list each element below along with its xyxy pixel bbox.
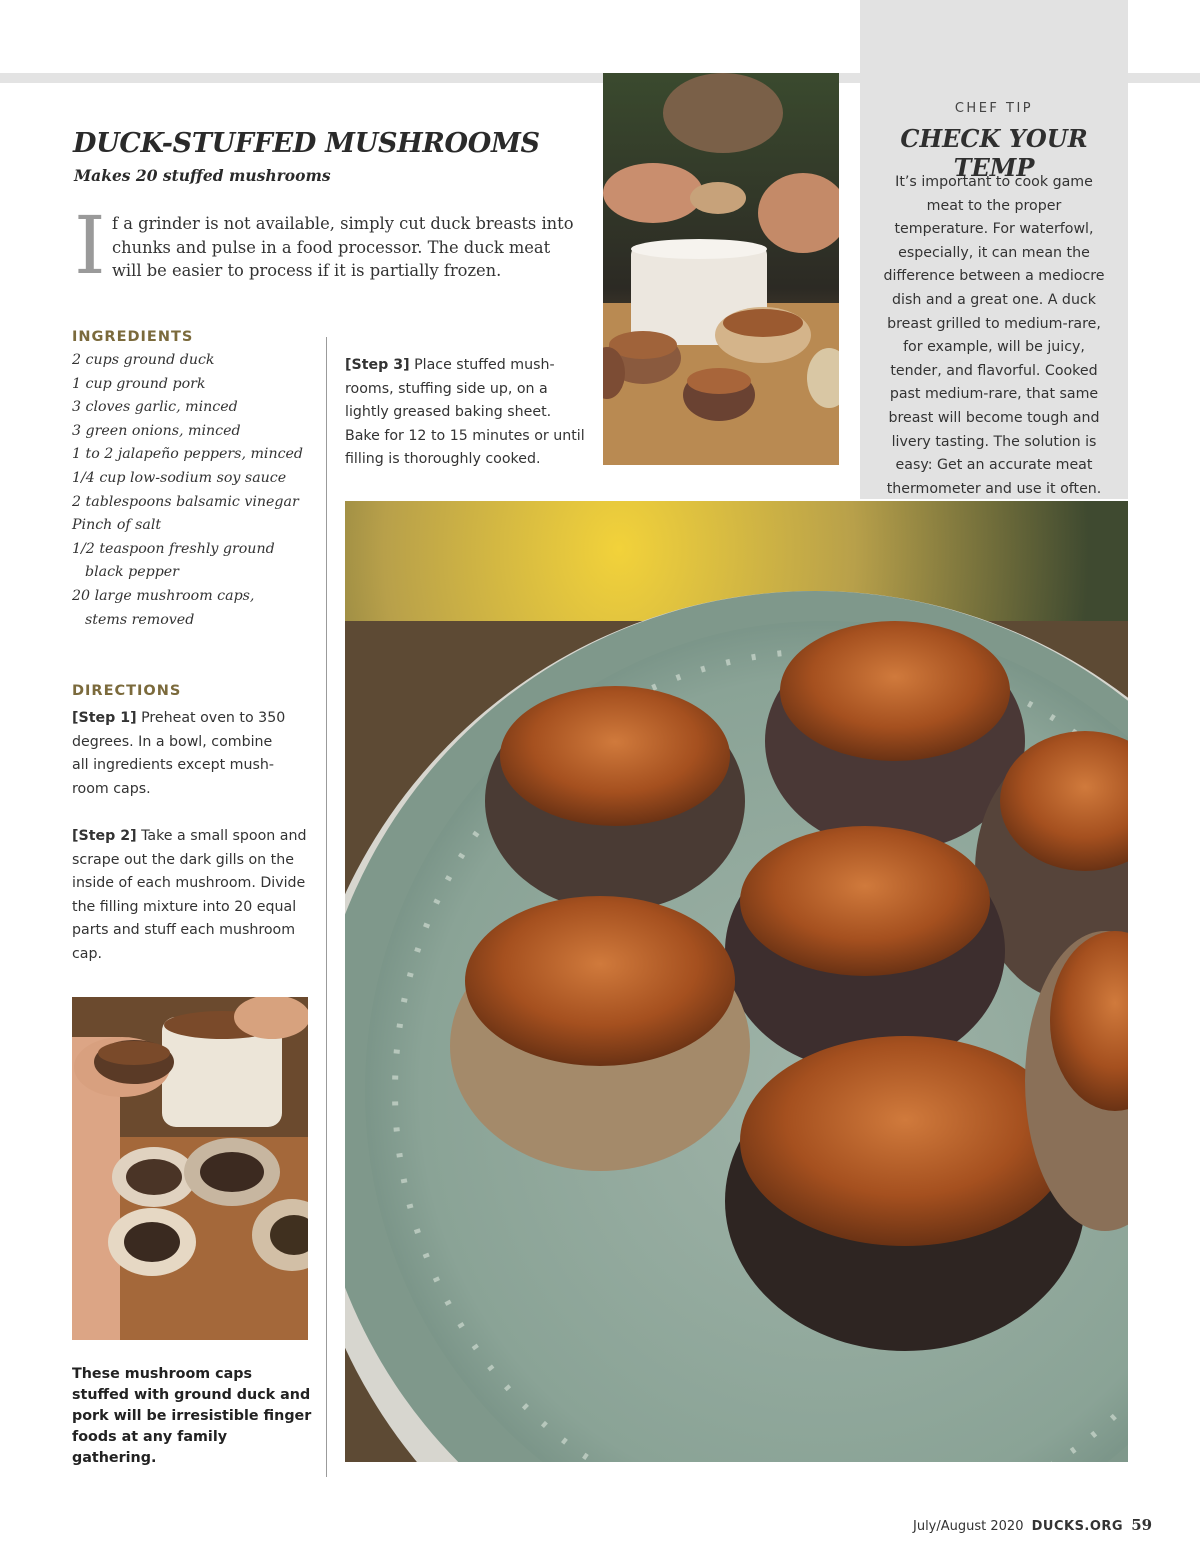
directions-heading: DIRECTIONS: [72, 683, 182, 699]
ingredient-item: 3 cloves garlic, minced: [72, 399, 238, 416]
ingredients-heading: INGREDIENTS: [72, 329, 194, 345]
chef-tip-label: CHEF TIP: [954, 101, 1034, 116]
ingredient-item: 1/4 cup low-sodium soy sauce: [72, 469, 287, 486]
photo-stuffed-mushrooms-plate: [345, 501, 1128, 1462]
ingredient-item: 1 cup ground pork: [72, 375, 206, 392]
photo-stuffing-caps: [72, 997, 308, 1340]
photo-caption: These mushroom caps stuffed with ground duck and pork will be irresistible finger foods at any family gathering.: [72, 1366, 312, 1466]
ingredient-item: Pinch of salt: [72, 517, 162, 534]
ingredient-item: 3 green onions, minced: [72, 422, 241, 439]
chef-tip-sidebar: [860, 0, 1128, 499]
ingredient-item: 1 to 2 jalapeño peppers, minced: [72, 446, 304, 463]
drop-cap: I: [74, 199, 106, 292]
intro-paragraph: [74, 199, 574, 292]
photo-prep-hands: [603, 73, 839, 465]
intro-text: f a grinder is not available, simply cut duck breasts into chunks and pulse in a food processor. The duck meat will be easier to process if it is partially frozen.: [112, 214, 574, 281]
column-divider: [326, 337, 327, 1477]
issue-date: July/August 2020: [913, 1519, 1024, 1534]
direction-step-2: [Step 2] Take a small spoon and scrape out the dark gills on the inside of each mushroom. Divide the filling mixture into 20 equal parts and stuff each mushroom cap.: [72, 828, 307, 962]
ingredient-item: 1/2 teaspoon freshly ground black pepper: [72, 540, 275, 581]
chef-tip-title: CHECK YOUR TEMP: [900, 124, 1088, 182]
ingredient-item: 20 large mushroom caps, stems removed: [72, 587, 255, 628]
ingredients-list: [72, 349, 312, 632]
brand-url[interactable]: DUCKS.ORG: [1031, 1519, 1124, 1534]
recipe-title: DUCK-STUFFED MUSHROOMS: [73, 128, 540, 159]
recipe-yield: Makes 20 stuffed mushrooms: [74, 166, 331, 185]
page-number: 59: [1131, 1516, 1153, 1534]
ingredient-item: 2 tablespoons balsamic vinegar: [72, 493, 299, 510]
direction-step-1: [Step 1] Preheat oven to 350 degrees. In a bowl, combine all ingredients except mush-room caps.: [72, 710, 286, 797]
page-footer: [913, 1516, 1152, 1534]
direction-step-3: [Step 3] Place stuffed mush-rooms, stuffing side up, on a lightly greased baking sheet. Bake for 12 to 15 minutes or until filling is thoroughly cooked.: [345, 357, 585, 468]
chef-tip-body: It’s important to cook game meat to the proper temperature. For waterfowl, especially, it can mean the difference between a mediocre dish and a great one. A duck breast grilled to medium-rare, for example, will be juicy, tender, and flavorful. Cooked past medium-rare, that same breast will become tough and livery tasting. The solution is easy: Get an accurate meat thermometer and use it often.: [883, 174, 1105, 497]
ingredient-item: 2 cups ground duck: [72, 352, 215, 368]
